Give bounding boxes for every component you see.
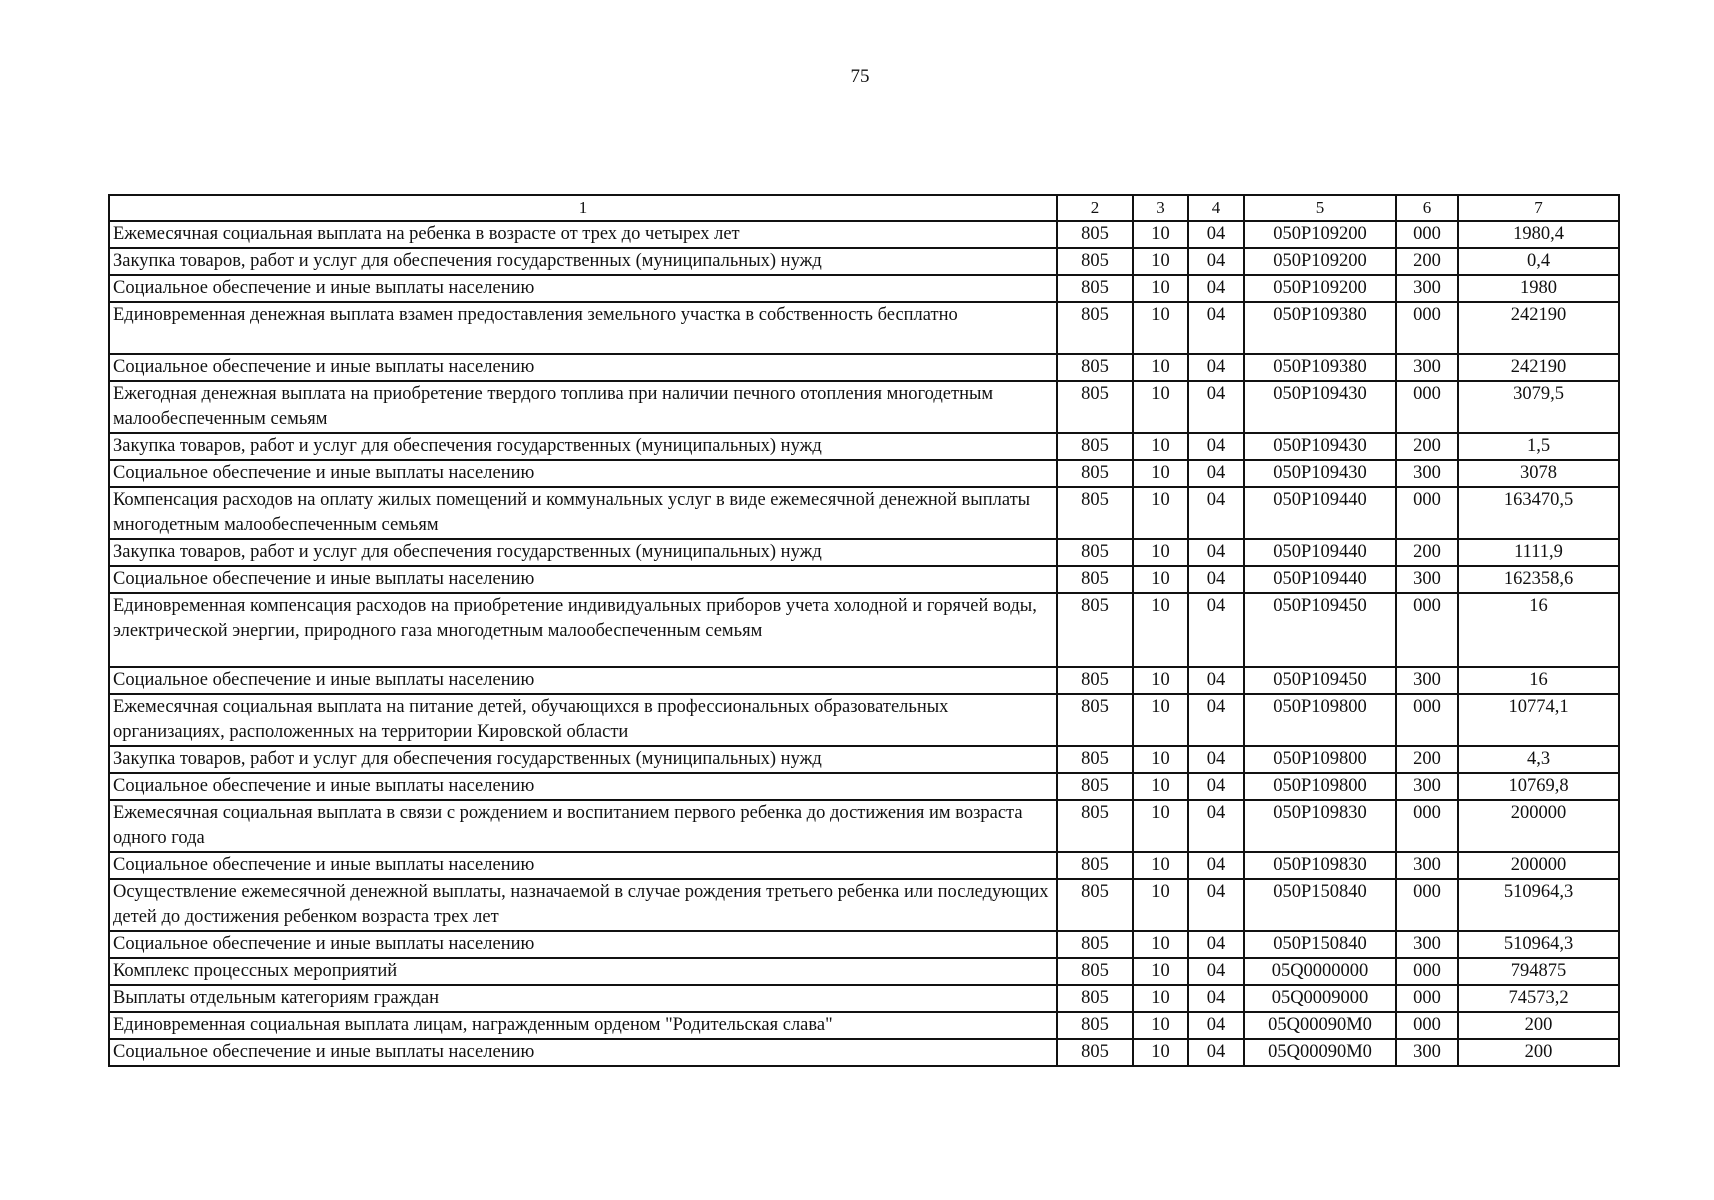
row-description: Социальное обеспечение и иные выплаты населению [109,460,1057,487]
cell-subsection: 04 [1188,302,1244,354]
cell-section: 10 [1133,931,1188,958]
cell-section: 10 [1133,852,1188,879]
table-row [109,958,1619,985]
cell-expense-type: 300 [1396,852,1458,879]
cell-ministry-code: 805 [1057,460,1133,487]
cell-expense-type: 000 [1396,1012,1458,1039]
row-description: Социальное обеспечение и иные выплаты населению [109,354,1057,381]
cell-section: 10 [1133,275,1188,302]
cell-expense-type: 000 [1396,958,1458,985]
cell-target-article: 05Q0009000 [1244,985,1396,1012]
table-row [109,985,1619,1012]
cell-target-article: 050Р109830 [1244,852,1396,879]
cell-expense-type: 000 [1396,800,1458,852]
table-row [109,539,1619,566]
cell-ministry-code: 805 [1057,381,1133,433]
cell-subsection: 04 [1188,539,1244,566]
cell-subsection: 04 [1188,852,1244,879]
cell-expense-type: 200 [1396,248,1458,275]
cell-amount: 510964,3 [1458,931,1619,958]
cell-subsection: 04 [1188,985,1244,1012]
cell-section: 10 [1133,354,1188,381]
cell-subsection: 04 [1188,593,1244,667]
cell-subsection: 04 [1188,931,1244,958]
row-description: Единовременная компенсация расходов на приобретение индивидуальных приборов учета холодной и горячей воды, электрической энергии, природного газа многодетным малообеспеченным семьям [109,593,1057,667]
table-row [109,354,1619,381]
cell-target-article: 050Р109200 [1244,275,1396,302]
cell-ministry-code: 805 [1057,354,1133,381]
table-row [109,879,1619,931]
row-description: Социальное обеспечение и иные выплаты населению [109,931,1057,958]
column-header-4: 4 [1188,195,1244,221]
cell-expense-type: 000 [1396,985,1458,1012]
cell-ministry-code: 805 [1057,566,1133,593]
cell-section: 10 [1133,667,1188,694]
cell-amount: 162358,6 [1458,566,1619,593]
cell-expense-type: 200 [1396,433,1458,460]
cell-section: 10 [1133,694,1188,746]
cell-amount: 200000 [1458,852,1619,879]
row-description: Ежегодная денежная выплата на приобретение твердого топлива при наличии печного отопления многодетным малообеспеченным семьям [109,381,1057,433]
cell-ministry-code: 805 [1057,852,1133,879]
cell-ministry-code: 805 [1057,694,1133,746]
cell-section: 10 [1133,746,1188,773]
cell-ministry-code: 805 [1057,248,1133,275]
row-description: Закупка товаров, работ и услуг для обеспечения государственных (муниципальных) нужд [109,433,1057,460]
table-row [109,694,1619,746]
column-header-5: 5 [1244,195,1396,221]
table-row [109,667,1619,694]
cell-amount: 0,4 [1458,248,1619,275]
cell-amount: 1,5 [1458,433,1619,460]
cell-subsection: 04 [1188,1012,1244,1039]
row-description: Единовременная социальная выплата лицам, награжденным орденом "Родительская слава" [109,1012,1057,1039]
row-description: Ежемесячная социальная выплата в связи с рождением и воспитанием первого ребенка до достижения им возраста одного года [109,800,1057,852]
cell-subsection: 04 [1188,746,1244,773]
cell-target-article: 050Р109440 [1244,539,1396,566]
cell-expense-type: 000 [1396,694,1458,746]
cell-amount: 200 [1458,1039,1619,1066]
cell-amount: 74573,2 [1458,985,1619,1012]
table-row [109,381,1619,433]
cell-ministry-code: 805 [1057,746,1133,773]
cell-amount: 200 [1458,1012,1619,1039]
cell-expense-type: 300 [1396,1039,1458,1066]
cell-expense-type: 200 [1396,746,1458,773]
table-body [109,221,1619,1066]
cell-target-article: 050Р109800 [1244,773,1396,800]
cell-subsection: 04 [1188,221,1244,248]
cell-target-article: 050Р109800 [1244,746,1396,773]
table-row [109,852,1619,879]
cell-amount: 10774,1 [1458,694,1619,746]
cell-expense-type: 000 [1396,221,1458,248]
cell-section: 10 [1133,958,1188,985]
cell-ministry-code: 805 [1057,487,1133,539]
cell-subsection: 04 [1188,879,1244,931]
cell-expense-type: 000 [1396,381,1458,433]
cell-expense-type: 000 [1396,593,1458,667]
column-header-3: 3 [1133,195,1188,221]
cell-subsection: 04 [1188,487,1244,539]
cell-target-article: 050Р109830 [1244,800,1396,852]
cell-amount: 3079,5 [1458,381,1619,433]
row-description: Социальное обеспечение и иные выплаты населению [109,667,1057,694]
cell-subsection: 04 [1188,958,1244,985]
cell-target-article: 050Р109800 [1244,694,1396,746]
cell-target-article: 05Q0000000 [1244,958,1396,985]
cell-expense-type: 300 [1396,354,1458,381]
table-row [109,460,1619,487]
cell-ministry-code: 805 [1057,593,1133,667]
row-description: Выплаты отдельным категориям граждан [109,985,1057,1012]
table-row [109,773,1619,800]
table-header-row [109,195,1619,221]
cell-target-article: 050Р109200 [1244,221,1396,248]
cell-expense-type: 300 [1396,773,1458,800]
cell-ministry-code: 805 [1057,1039,1133,1066]
cell-ministry-code: 805 [1057,433,1133,460]
cell-amount: 3078 [1458,460,1619,487]
row-description: Закупка товаров, работ и услуг для обеспечения государственных (муниципальных) нужд [109,248,1057,275]
table-row [109,566,1619,593]
row-description: Социальное обеспечение и иные выплаты населению [109,1039,1057,1066]
cell-section: 10 [1133,1012,1188,1039]
cell-amount: 1980,4 [1458,221,1619,248]
cell-expense-type: 300 [1396,460,1458,487]
table-row [109,248,1619,275]
page-number: 75 [850,66,870,87]
cell-section: 10 [1133,773,1188,800]
cell-section: 10 [1133,221,1188,248]
cell-section: 10 [1133,1039,1188,1066]
cell-subsection: 04 [1188,354,1244,381]
table-row [109,433,1619,460]
cell-section: 10 [1133,800,1188,852]
table-row [109,1039,1619,1066]
cell-subsection: 04 [1188,667,1244,694]
row-description: Ежемесячная социальная выплата на ребенка в возрасте от трех до четырех лет [109,221,1057,248]
cell-ministry-code: 805 [1057,985,1133,1012]
cell-ministry-code: 805 [1057,667,1133,694]
row-description: Осуществление ежемесячной денежной выплаты, назначаемой в случае рождения третьего ребенка или последующих детей до достижения ребенком возраста трех лет [109,879,1057,931]
column-header-2: 2 [1057,195,1133,221]
table-row [109,1012,1619,1039]
cell-target-article: 050Р109450 [1244,593,1396,667]
cell-target-article: 050Р109430 [1244,460,1396,487]
cell-target-article: 05Q00090М0 [1244,1012,1396,1039]
cell-section: 10 [1133,460,1188,487]
cell-section: 10 [1133,433,1188,460]
cell-expense-type: 000 [1396,879,1458,931]
cell-target-article: 050Р109440 [1244,487,1396,539]
cell-subsection: 04 [1188,275,1244,302]
cell-amount: 200000 [1458,800,1619,852]
cell-amount: 242190 [1458,354,1619,381]
cell-target-article: 050Р150840 [1244,931,1396,958]
cell-ministry-code: 805 [1057,958,1133,985]
cell-amount: 10769,8 [1458,773,1619,800]
column-header-1: 1 [109,195,1057,221]
cell-target-article: 050Р109450 [1244,667,1396,694]
cell-expense-type: 300 [1396,566,1458,593]
row-description: Комплекс процессных мероприятий [109,958,1057,985]
cell-target-article: 050Р109380 [1244,354,1396,381]
budget-table [108,194,1620,1067]
cell-ministry-code: 805 [1057,302,1133,354]
cell-target-article: 05Q00090М0 [1244,1039,1396,1066]
cell-ministry-code: 805 [1057,1012,1133,1039]
cell-section: 10 [1133,248,1188,275]
cell-subsection: 04 [1188,248,1244,275]
column-header-7: 7 [1458,195,1619,221]
cell-ministry-code: 805 [1057,931,1133,958]
row-description: Закупка товаров, работ и услуг для обеспечения государственных (муниципальных) нужд [109,746,1057,773]
cell-subsection: 04 [1188,460,1244,487]
cell-section: 10 [1133,487,1188,539]
row-description: Социальное обеспечение и иные выплаты населению [109,773,1057,800]
cell-amount: 4,3 [1458,746,1619,773]
cell-section: 10 [1133,381,1188,433]
cell-subsection: 04 [1188,773,1244,800]
cell-amount: 510964,3 [1458,879,1619,931]
table-row [109,302,1619,354]
cell-section: 10 [1133,566,1188,593]
cell-section: 10 [1133,302,1188,354]
row-description: Социальное обеспечение и иные выплаты населению [109,566,1057,593]
cell-expense-type: 200 [1396,539,1458,566]
table-row [109,800,1619,852]
cell-ministry-code: 805 [1057,221,1133,248]
cell-ministry-code: 805 [1057,275,1133,302]
cell-section: 10 [1133,593,1188,667]
row-description: Компенсация расходов на оплату жилых помещений и коммунальных услуг в виде ежемесячной денежной выплаты многодетным малообеспеченным семьям [109,487,1057,539]
cell-amount: 163470,5 [1458,487,1619,539]
column-header-6: 6 [1396,195,1458,221]
row-description: Закупка товаров, работ и услуг для обеспечения государственных (муниципальных) нужд [109,539,1057,566]
cell-section: 10 [1133,539,1188,566]
row-description: Ежемесячная социальная выплата на питание детей, обучающихся в профессиональных образовательных организациях, расположенных на территории Кировской области [109,694,1057,746]
cell-ministry-code: 805 [1057,773,1133,800]
cell-expense-type: 300 [1396,667,1458,694]
cell-ministry-code: 805 [1057,539,1133,566]
cell-subsection: 04 [1188,1039,1244,1066]
cell-amount: 1111,9 [1458,539,1619,566]
cell-amount: 242190 [1458,302,1619,354]
cell-expense-type: 300 [1396,931,1458,958]
table-row [109,931,1619,958]
cell-subsection: 04 [1188,433,1244,460]
row-description: Единовременная денежная выплата взамен предоставления земельного участка в собственность бесплатно [109,302,1057,354]
cell-amount: 1980 [1458,275,1619,302]
cell-section: 10 [1133,879,1188,931]
row-description: Социальное обеспечение и иные выплаты населению [109,852,1057,879]
table-row [109,746,1619,773]
cell-ministry-code: 805 [1057,800,1133,852]
cell-target-article: 050Р109380 [1244,302,1396,354]
table-row [109,221,1619,248]
cell-target-article: 050Р150840 [1244,879,1396,931]
cell-target-article: 050Р109440 [1244,566,1396,593]
cell-expense-type: 300 [1396,275,1458,302]
table-row [109,275,1619,302]
cell-subsection: 04 [1188,800,1244,852]
cell-target-article: 050Р109430 [1244,381,1396,433]
table-row [109,487,1619,539]
cell-subsection: 04 [1188,566,1244,593]
cell-amount: 16 [1458,667,1619,694]
cell-amount: 794875 [1458,958,1619,985]
cell-amount: 16 [1458,593,1619,667]
cell-ministry-code: 805 [1057,879,1133,931]
cell-target-article: 050Р109430 [1244,433,1396,460]
cell-expense-type: 000 [1396,302,1458,354]
table-row [109,593,1619,667]
cell-section: 10 [1133,985,1188,1012]
cell-target-article: 050Р109200 [1244,248,1396,275]
row-description: Социальное обеспечение и иные выплаты населению [109,275,1057,302]
cell-subsection: 04 [1188,381,1244,433]
cell-subsection: 04 [1188,694,1244,746]
cell-expense-type: 000 [1396,487,1458,539]
